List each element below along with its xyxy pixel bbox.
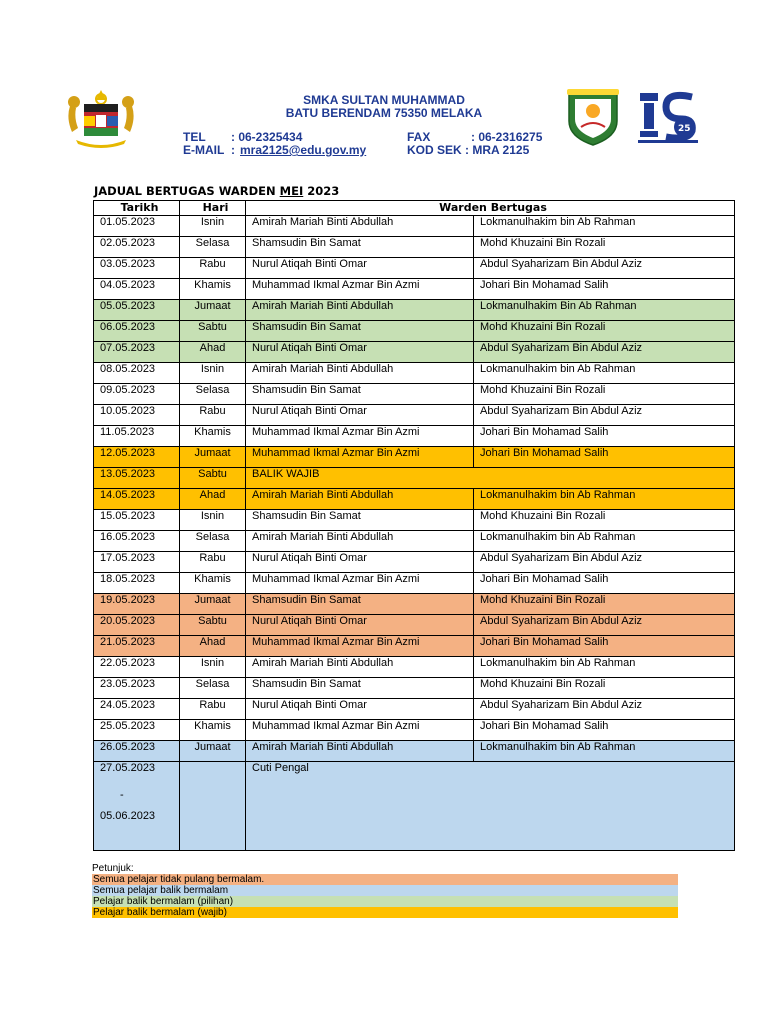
table-row	[94, 237, 735, 258]
warden-2-cell: Johari Bin Mohamad Salih	[474, 636, 735, 657]
warden-1-cell: Shamsudin Bin Samat	[246, 594, 474, 615]
table-row	[94, 384, 735, 405]
day-cell: Isnin	[180, 363, 246, 384]
day-cell: Isnin	[180, 510, 246, 531]
warden-2-cell: Mohd Khuzaini Bin Rozali	[474, 510, 735, 531]
warden-2-cell: Abdul Syaharizam Bin Abdul Aziz	[474, 615, 735, 636]
table-row	[94, 741, 735, 762]
warden-1-cell: Muhammad Ikmal Azmar Bin Azmi	[246, 720, 474, 741]
table-row	[94, 573, 735, 594]
roster-title-prefix: JADUAL BERTUGAS WARDEN	[94, 184, 280, 198]
header-tarikh: Tarikh	[94, 201, 180, 216]
table-row	[94, 258, 735, 279]
warden-2-cell: Lokmanulhakim bin Ab Rahman	[474, 531, 735, 552]
table-row	[94, 720, 735, 741]
warden-2-cell: Mohd Khuzaini Bin Rozali	[474, 237, 735, 258]
day-cell: Isnin	[180, 216, 246, 237]
fax-label: FAX	[407, 130, 431, 144]
date-cell: 13.05.2023	[94, 468, 180, 489]
warden-1-cell: Shamsudin Bin Samat	[246, 237, 474, 258]
warden-2-cell: Mohd Khuzaini Bin Rozali	[474, 678, 735, 699]
day-cell: Selasa	[180, 678, 246, 699]
day-cell: Rabu	[180, 699, 246, 720]
date-cell: 11.05.2023	[94, 426, 180, 447]
day-cell: Khamis	[180, 573, 246, 594]
day-cell: Khamis	[180, 279, 246, 300]
school-code: KOD SEK : MRA 2125	[407, 143, 530, 157]
day-cell: Jumaat	[180, 594, 246, 615]
day-cell: Rabu	[180, 552, 246, 573]
email-link[interactable]: mra2125@edu.gov.my	[240, 143, 367, 157]
warden-2-cell: Lokmanulhakim bin Ab Rahman	[474, 657, 735, 678]
roster-title-month: MEI	[279, 184, 304, 198]
day-cell: Jumaat	[180, 447, 246, 468]
day-cell: Sabtu	[180, 321, 246, 342]
table-row	[94, 657, 735, 678]
email-separator: :	[231, 143, 235, 157]
table-row	[94, 552, 735, 573]
warden-1-cell: Nurul Atiqah Binti Omar	[246, 615, 474, 636]
day-cell: Jumaat	[180, 300, 246, 321]
table-row	[94, 489, 735, 510]
warden-2-cell: Johari Bin Mohamad Salih	[474, 720, 735, 741]
date-cell: 05.05.2023	[94, 300, 180, 321]
warden-1-cell: Amirah Mariah Binti Abdullah	[246, 657, 474, 678]
date-cell: 07.05.2023	[94, 342, 180, 363]
legend-item: Semua pelajar balik bermalam	[92, 885, 678, 896]
day-cell: Selasa	[180, 237, 246, 258]
date-cell: 10.05.2023	[94, 405, 180, 426]
warden-2-cell: Mohd Khuzaini Bin Rozali	[474, 594, 735, 615]
tel-label: TEL	[183, 130, 206, 144]
table-row	[94, 279, 735, 300]
warden-2-cell: Johari Bin Mohamad Salih	[474, 447, 735, 468]
date-cell: 03.05.2023	[94, 258, 180, 279]
date-cell: 17.05.2023	[94, 552, 180, 573]
day-cell: Rabu	[180, 258, 246, 279]
table-row	[94, 405, 735, 426]
date-cell: 04.05.2023	[94, 279, 180, 300]
table-row	[94, 216, 735, 237]
header-warden: Warden Bertugas	[246, 201, 735, 216]
warden-roster-table	[93, 200, 735, 851]
warden-1-cell: Nurul Atiqah Binti Omar	[246, 699, 474, 720]
day-cell: Isnin	[180, 657, 246, 678]
holiday-note: Cuti Pengal	[246, 762, 735, 851]
date-cell: 12.05.2023	[94, 447, 180, 468]
table-row	[94, 636, 735, 657]
warden-1-cell: Muhammad Ikmal Azmar Bin Azmi	[246, 636, 474, 657]
legend-items	[92, 874, 678, 918]
table-row	[94, 678, 735, 699]
day-cell: Rabu	[180, 405, 246, 426]
warden-1-cell: Amirah Mariah Binti Abdullah	[246, 531, 474, 552]
table-row	[94, 300, 735, 321]
date-cell: 09.05.2023	[94, 384, 180, 405]
warden-1-cell: Muhammad Ikmal Azmar Bin Azmi	[246, 573, 474, 594]
warden-2-cell: Abdul Syaharizam Bin Abdul Aziz	[474, 342, 735, 363]
legend-label: Petunjuk:	[92, 863, 134, 874]
date-cell: 14.05.2023	[94, 489, 180, 510]
warden-2-cell: Lokmanulhakim bin Ab Rahman	[474, 489, 735, 510]
warden-1-cell: Muhammad Ikmal Azmar Bin Azmi	[246, 279, 474, 300]
warden-1-cell: Amirah Mariah Binti Abdullah	[246, 741, 474, 762]
warden-note-cell: BALIK WAJIB	[246, 468, 735, 489]
warden-1-cell: Nurul Atiqah Binti Omar	[246, 342, 474, 363]
day-cell: Sabtu	[180, 615, 246, 636]
roster-title-year: 2023	[303, 184, 340, 198]
date-cell: 15.05.2023	[94, 510, 180, 531]
holiday-row	[94, 762, 735, 851]
date-cell: 06.05.2023	[94, 321, 180, 342]
date-cell: 26.05.2023	[94, 741, 180, 762]
warden-2-cell: Abdul Syaharizam Bin Abdul Aziz	[474, 405, 735, 426]
warden-2-cell: Abdul Syaharizam Bin Abdul Aziz	[474, 258, 735, 279]
school-name: SMKA SULTAN MUHAMMAD	[303, 93, 465, 107]
date-cell: 25.05.2023	[94, 720, 180, 741]
day-cell: Ahad	[180, 636, 246, 657]
table-row	[94, 447, 735, 468]
warden-1-cell: Nurul Atiqah Binti Omar	[246, 258, 474, 279]
warden-1-cell: Amirah Mariah Binti Abdullah	[246, 489, 474, 510]
warden-1-cell: Shamsudin Bin Samat	[246, 321, 474, 342]
warden-1-cell: Muhammad Ikmal Azmar Bin Azmi	[246, 426, 474, 447]
fax-value: : 06-2316275	[471, 130, 543, 144]
warden-1-cell: Shamsudin Bin Samat	[246, 678, 474, 699]
warden-1-cell: Muhammad Ikmal Azmar Bin Azmi	[246, 447, 474, 468]
day-cell: Ahad	[180, 342, 246, 363]
table-row	[94, 468, 735, 489]
warden-2-cell: Lokmanulhakim bin Ab Rahman	[474, 363, 735, 384]
warden-2-cell: Johari Bin Mohamad Salih	[474, 279, 735, 300]
school-address: BATU BERENDAM 75350 MELAKA	[285, 106, 483, 120]
date-cell: 20.05.2023	[94, 615, 180, 636]
date-cell: 23.05.2023	[94, 678, 180, 699]
warden-2-cell: Abdul Syaharizam Bin Abdul Aziz	[474, 552, 735, 573]
date-cell: 22.05.2023	[94, 657, 180, 678]
legend-item: Semua pelajar tidak pulang bermalam.	[92, 874, 678, 885]
day-cell: Sabtu	[180, 468, 246, 489]
email-label: E-MAIL	[183, 143, 225, 157]
date-cell: 02.05.2023	[94, 237, 180, 258]
date-cell: 16.05.2023	[94, 531, 180, 552]
table-row	[94, 510, 735, 531]
warden-1-cell: Amirah Mariah Binti Abdullah	[246, 216, 474, 237]
holiday-day-cell	[180, 762, 246, 851]
warden-1-cell: Shamsudin Bin Samat	[246, 510, 474, 531]
warden-1-cell: Amirah Mariah Binti Abdullah	[246, 363, 474, 384]
date-cell: 01.05.2023	[94, 216, 180, 237]
warden-1-cell: Nurul Atiqah Binti Omar	[246, 405, 474, 426]
roster-title	[94, 184, 339, 198]
warden-1-cell: Nurul Atiqah Binti Omar	[246, 552, 474, 573]
day-cell: Ahad	[180, 489, 246, 510]
date-cell: 21.05.2023	[94, 636, 180, 657]
warden-2-cell: Johari Bin Mohamad Salih	[474, 573, 735, 594]
legend-item: Pelajar balik bermalam (wajib)	[92, 907, 678, 918]
day-cell: Selasa	[180, 384, 246, 405]
date-cell: 18.05.2023	[94, 573, 180, 594]
day-cell: Selasa	[180, 531, 246, 552]
holiday-dash: -	[120, 789, 124, 801]
header-hari: Hari	[180, 201, 246, 216]
warden-2-cell: Lokmanulhakim Bin Ab Rahman	[474, 300, 735, 321]
holiday-date-range	[94, 762, 180, 851]
day-cell: Khamis	[180, 426, 246, 447]
table-row	[94, 321, 735, 342]
warden-2-cell: Johari Bin Mohamad Salih	[474, 426, 735, 447]
warden-1-cell: Shamsudin Bin Samat	[246, 384, 474, 405]
warden-2-cell: Mohd Khuzaini Bin Rozali	[474, 321, 735, 342]
warden-2-cell: Lokmanulhakim bin Ab Rahman	[474, 216, 735, 237]
table-row	[94, 594, 735, 615]
warden-2-cell: Abdul Syaharizam Bin Abdul Aziz	[474, 699, 735, 720]
table-row	[94, 531, 735, 552]
date-cell: 24.05.2023	[94, 699, 180, 720]
warden-2-cell: Lokmanulhakim bin Ab Rahman	[474, 741, 735, 762]
warden-2-cell: Mohd Khuzaini Bin Rozali	[474, 384, 735, 405]
date-cell: 08.05.2023	[94, 363, 180, 384]
roster-body	[94, 216, 735, 851]
warden-1-cell: Amirah Mariah Binti Abdullah	[246, 300, 474, 321]
table-row	[94, 615, 735, 636]
table-row	[94, 699, 735, 720]
date-cell: 19.05.2023	[94, 594, 180, 615]
holiday-start-date: 27.05.2023	[100, 762, 156, 774]
table-row	[94, 426, 735, 447]
holiday-end-date: 05.06.2023	[100, 810, 156, 822]
table-row	[94, 363, 735, 384]
legend	[92, 863, 678, 918]
tel-value: : 06-2325434	[231, 130, 303, 144]
svg-text:25: 25	[678, 124, 691, 134]
table-row	[94, 342, 735, 363]
day-cell: Khamis	[180, 720, 246, 741]
legend-item: Pelajar balik bermalam (pilihan)	[92, 896, 678, 907]
day-cell: Jumaat	[180, 741, 246, 762]
